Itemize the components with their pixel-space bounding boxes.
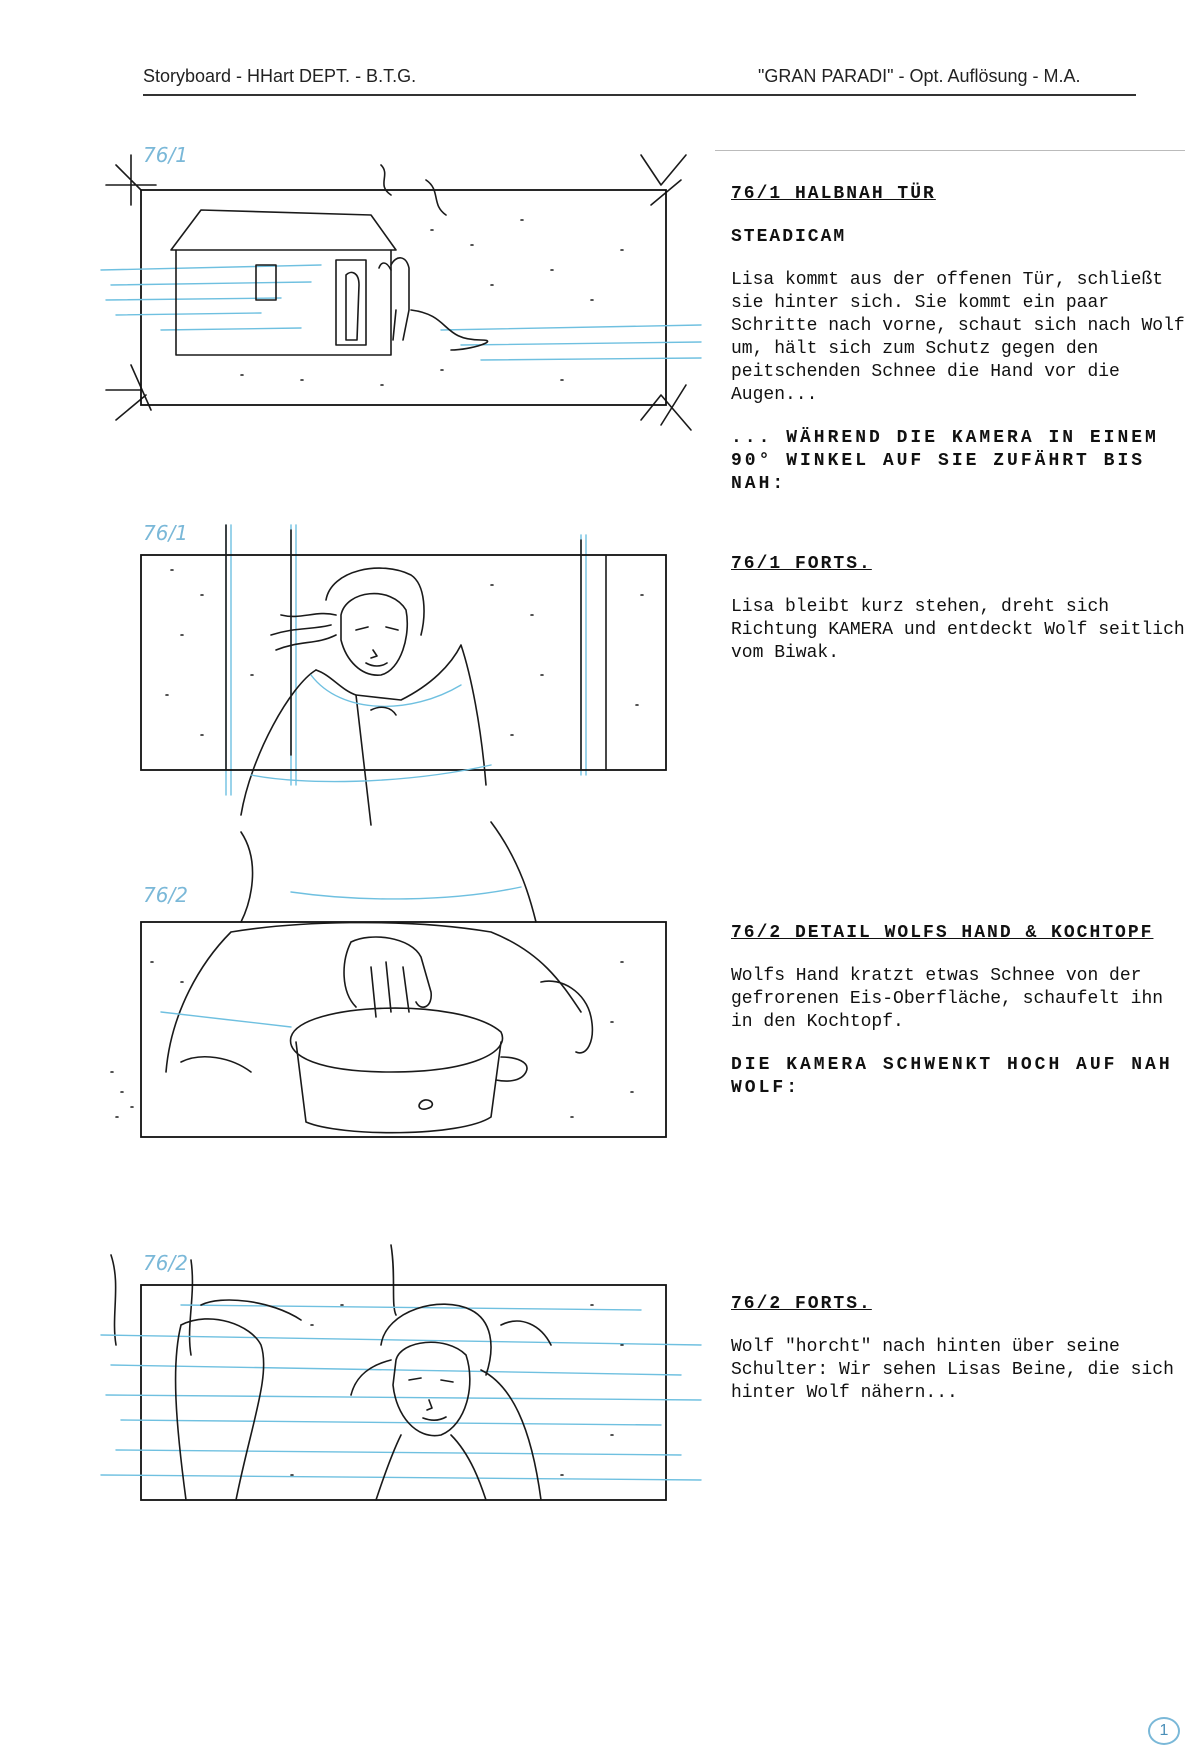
frame-1-sketch: [101, 135, 721, 465]
shot-title: 76/1 FORTS.: [731, 554, 872, 574]
scene-number-label: 76/2: [143, 1251, 188, 1275]
header-divider: [143, 94, 1136, 96]
shot-title: 76/1 HALBNAH TÜR: [731, 184, 936, 204]
shot-description-1: [731, 183, 1187, 496]
shot-title: 76/2 FORTS.: [731, 1294, 872, 1314]
storyboard-frame-1: [141, 143, 666, 405]
shot-body: Lisa kommt aus der offenen Tür, schließt sie hinter sich. Sie kommt ein paar Schritte nach vorne, schaut sich nach Wolf um, hält sich zum Schutz gegen den peitschenden Schnee die Hand vor die Augen...: [731, 270, 1185, 405]
storyboard-frame-2: [141, 521, 666, 770]
shot-description-2: [731, 553, 1187, 685]
frame-4-sketch: [101, 1230, 721, 1560]
shot-subtitle: STEADICAM: [731, 227, 847, 247]
shot-body: Lisa bleibt kurz stehen, dreht sich Richtung KAMERA und entdeckt Wolf seitlich vom Biwak.: [731, 597, 1185, 663]
camera-direction: ... WÄHREND DIE KAMERA IN EINEM 90° WINKEL AUF SIE ZUFÄHRT BIS NAH:: [731, 428, 1159, 494]
shot-body: Wolf "horcht" nach hinten über seine Schulter: Wir sehen Lisas Beine, die sich hinter Wolf nähern...: [731, 1337, 1174, 1403]
frame-3-sketch: [101, 867, 721, 1197]
shot-description-4: [731, 1293, 1187, 1425]
header-left: Storyboard - HHart DEPT. - B.T.G.: [143, 66, 417, 86]
shot-body: Wolfs Hand kratzt etwas Schnee von der gefrorenen Eis-Oberfläche, schaufelt ihn in den Kochtopf.: [731, 966, 1164, 1032]
header-right: "GRAN PARADI" - Opt. Auflösung - M.A.: [758, 66, 1081, 86]
frame-2-sketch: [101, 500, 721, 830]
storyboard-frame-4: [141, 1251, 666, 1500]
page-number: 1: [1148, 1717, 1180, 1745]
shot-description-3: [731, 922, 1187, 1100]
storyboard-frame-3: [141, 883, 666, 1137]
scene-number-label: 76/1: [143, 143, 188, 167]
camera-direction: DIE KAMERA SCHWENKT HOCH AUF NAH WOLF:: [731, 1055, 1173, 1098]
scene-number-label: 76/2: [143, 883, 188, 907]
scene-number-label: 76/1: [143, 521, 188, 545]
shot-column-divider: [715, 150, 1185, 151]
shot-title: 76/2 DETAIL WOLFS HAND & KOCHTOPF: [731, 923, 1154, 943]
